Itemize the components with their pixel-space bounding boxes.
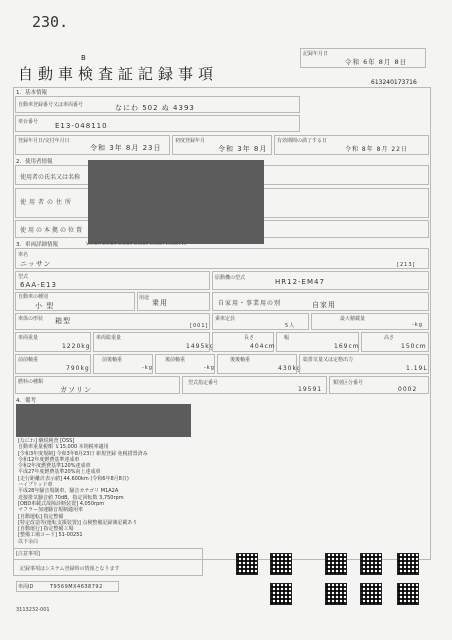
chassis-label: 車台番号 bbox=[18, 119, 39, 125]
remarks-list bbox=[18, 438, 148, 545]
remark-line: 以下余白 bbox=[18, 538, 39, 545]
engine-value: HR12-EM47 bbox=[275, 278, 325, 286]
shape-code: [001] bbox=[190, 323, 209, 329]
height-label: 高さ bbox=[384, 335, 395, 341]
chassis-value: E13-048110 bbox=[55, 122, 108, 130]
remarks-section-title: 4．備考 bbox=[16, 398, 36, 404]
remark-line: [自動運行] 指定整備工場 bbox=[18, 526, 74, 533]
gross-weight-value: 1495kg bbox=[186, 343, 215, 350]
base-location-label: 使用の本拠の位置 bbox=[20, 227, 85, 234]
page-number: 230. bbox=[32, 13, 69, 31]
width-value: 169cm bbox=[334, 343, 360, 350]
capacity-value: 5人 bbox=[285, 323, 296, 329]
make-cell bbox=[15, 248, 429, 269]
remark-line: 平成27年度燃費基準20%向上達成車 bbox=[18, 469, 101, 476]
length-label: 長さ bbox=[244, 335, 255, 341]
notice-text: 記録事項はシステム登録時の情報となります bbox=[20, 566, 120, 572]
remark-line: 令和12年度燃費基準達成車 bbox=[18, 456, 80, 463]
reg-number-value: なにわ 502 ぬ 4393 bbox=[115, 104, 195, 112]
remark-line: 自動車重量税額 ￥15,000 本則税率適用 bbox=[18, 444, 109, 451]
weight-label: 車両重量 bbox=[18, 335, 39, 341]
reg-number-label: 自動車登録番号又は車両番号 bbox=[18, 102, 84, 108]
use-label: 用途 bbox=[139, 295, 150, 301]
width-label: 幅 bbox=[284, 335, 290, 341]
qr-code bbox=[325, 553, 347, 575]
remark-line: ハイブリッド車 bbox=[18, 482, 53, 489]
bottom-code: 3113232-001 bbox=[16, 607, 50, 613]
make-label: 車名 bbox=[18, 252, 29, 258]
type-number-label: 型式指定番号 bbox=[188, 380, 219, 386]
make-value: ニッサン bbox=[20, 260, 52, 268]
initial-reg-label: 初度登録年月 bbox=[175, 138, 206, 144]
remark-line: マフラー加速騒音規制適用車 bbox=[18, 507, 84, 514]
qr-code bbox=[360, 583, 382, 605]
displacement-value: 1.19L bbox=[406, 365, 428, 372]
remark-line: [走行距離計表示値] 44,600km (令和6年8月8日) bbox=[18, 475, 129, 482]
capacity-label: 乗車定員 bbox=[215, 316, 236, 322]
front-rear-axle-label: 前後軸重 bbox=[102, 357, 123, 363]
qr-code bbox=[236, 553, 258, 575]
rear-front-axle-value: -kg bbox=[204, 365, 215, 371]
redacted-user-info bbox=[88, 160, 264, 244]
vehicle-id-label: 車両ID bbox=[18, 584, 34, 590]
remark-line: [令和3年度規制] 令和3年8月23日 新規登録 免税措置済み bbox=[18, 450, 148, 457]
document-title: 自動車検査証記録事項 bbox=[18, 65, 219, 83]
model-value: 6AA-E13 bbox=[20, 281, 57, 289]
remark-line: 令和2年度燃費基準120%達成車 bbox=[18, 463, 91, 470]
remark-line: [整備工場コード] 51-00251 bbox=[18, 532, 83, 539]
record-date-label: 記録年月日 bbox=[303, 51, 329, 57]
rear-rear-axle-value: 430kg bbox=[278, 365, 302, 372]
rear-rear-axle-label: 後後軸重 bbox=[230, 357, 251, 363]
redacted-remarks bbox=[16, 404, 191, 437]
category-label: 類別区分番号 bbox=[333, 380, 364, 386]
notice-label: [注意事項] bbox=[16, 551, 40, 557]
expiry-value: 令和 8年 8月 22日 bbox=[345, 146, 408, 153]
basic-section-title: 1．基本情報 bbox=[16, 90, 47, 96]
vehicle-section-title: 3．車両詳細情報 bbox=[16, 242, 58, 248]
shape-value: 箱型 bbox=[55, 317, 71, 325]
qr-code bbox=[270, 553, 292, 575]
make-code: [213] bbox=[397, 262, 416, 268]
front-axle-value: 790kg bbox=[66, 365, 90, 372]
remark-line: [自動運転] 指定整備 bbox=[18, 513, 64, 520]
gross-weight-label: 車両総重量 bbox=[96, 335, 122, 341]
type-number-value: 19591 bbox=[298, 386, 323, 393]
first-reg-value: 令和 3年 8月 23日 bbox=[90, 144, 162, 152]
fuel-value: ガソリン bbox=[60, 386, 92, 394]
qr-code bbox=[325, 583, 347, 605]
front-rear-axle-value: -kg bbox=[142, 365, 153, 371]
remark-line: 近接排気騒音値 70dB、指定回転数 3,750rpm bbox=[18, 494, 124, 501]
purpose-label: 自家用・事業用の別 bbox=[218, 300, 282, 307]
kind-label: 自動車の種別 bbox=[18, 294, 49, 300]
purpose-value: 自家用 bbox=[312, 301, 336, 309]
form-series-mark: B bbox=[81, 54, 86, 62]
length-value: 404cm bbox=[250, 343, 276, 350]
fuel-label: 燃料の種類 bbox=[18, 379, 44, 385]
user-address-label: 使用者の住所 bbox=[20, 199, 75, 206]
engine-label: 原動機の型式 bbox=[215, 275, 246, 281]
qr-code bbox=[397, 553, 419, 575]
category-value: 0002 bbox=[398, 386, 418, 393]
user-section-title: 2．使用者情報 bbox=[16, 159, 53, 165]
max-load-value: -kg bbox=[412, 322, 423, 328]
first-reg-label: 登録年月日/交付年月日 bbox=[18, 138, 70, 144]
height-value: 150cm bbox=[401, 343, 427, 350]
expiry-label: 有効期間の満了する日 bbox=[277, 138, 328, 144]
front-axle-label: 前前軸重 bbox=[18, 357, 39, 363]
kind-value: 小 型 bbox=[35, 302, 55, 310]
qr-code bbox=[397, 583, 419, 605]
record-date-value: 令和 6年 8月 8日 bbox=[345, 58, 408, 66]
vehicle-id-value: T9569MX4638792 bbox=[50, 584, 103, 590]
remark-line: [OBD車載式故障診断装置] 4,050rpm bbox=[18, 500, 105, 507]
use-value: 乗用 bbox=[152, 299, 168, 307]
remark-line: [特定改造等(運転支援装置)] 点検整備記録簿記載あり bbox=[18, 519, 138, 526]
qr-code bbox=[360, 553, 382, 575]
rear-front-axle-label: 後前軸重 bbox=[165, 357, 186, 363]
user-name-label: 使用者の氏名又は名称 bbox=[20, 174, 81, 181]
barcode-number: 613240173716 bbox=[371, 79, 417, 86]
max-load-label: 最大積載量 bbox=[340, 316, 366, 322]
shape-cell bbox=[15, 313, 210, 330]
remark-line: 平成28年騒音規制車、騒音カテゴリ M1A2A bbox=[18, 488, 119, 495]
shape-label: 車体の形状 bbox=[18, 316, 44, 322]
initial-reg-value: 令和 3年 8月 bbox=[218, 145, 268, 153]
weight-value: 1220kg bbox=[62, 343, 91, 350]
qr-code bbox=[270, 583, 292, 605]
remark-line: [なにわ] 継続検査 [OSS] bbox=[18, 438, 75, 444]
displacement-label: 総排気量又は定格出力 bbox=[303, 357, 354, 363]
model-label: 型式 bbox=[18, 274, 29, 280]
security-stamp-pattern: VAMOR VAMOR VAMOR VAMOR VAMOR VAMOR Vs bbox=[86, 241, 187, 246]
